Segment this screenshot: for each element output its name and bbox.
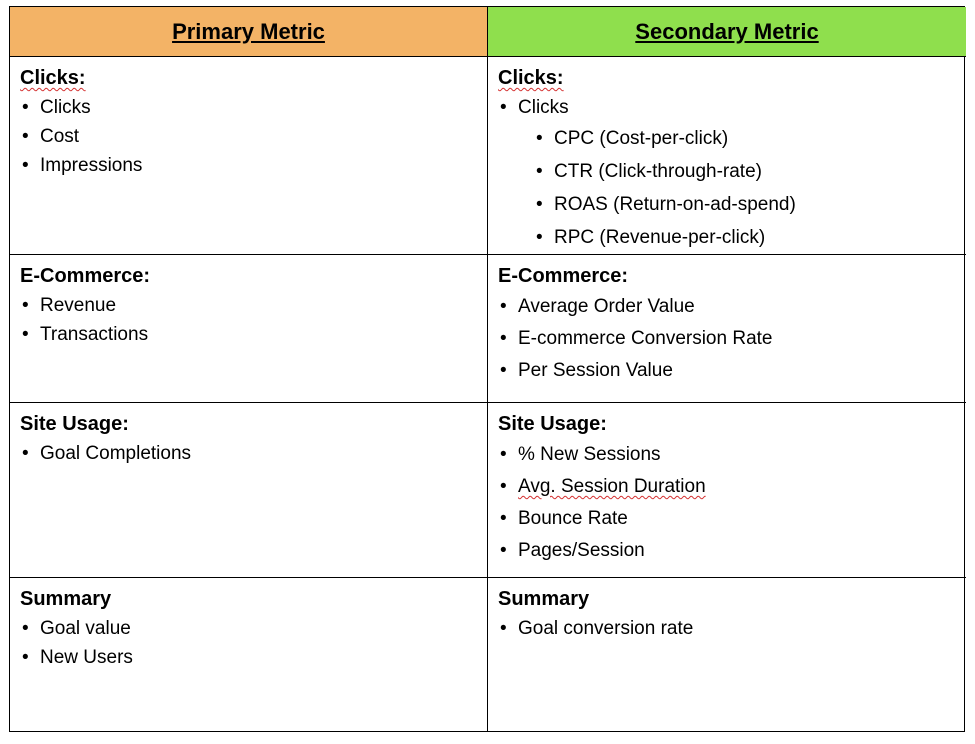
- primary-site-usage-list: [20, 439, 477, 468]
- list-item: [498, 471, 956, 503]
- secondary-clicks-title: [498, 65, 956, 91]
- secondary-site-usage-list: [498, 439, 956, 567]
- list-item: • New Users: [20, 643, 477, 672]
- secondary-ecommerce-cell: [488, 255, 966, 403]
- primary-summary-title: Summary: [20, 588, 112, 610]
- secondary-ecommerce-list: [498, 291, 956, 387]
- list-item: • Pages/Session: [498, 535, 956, 567]
- sub-list-item: • CTR (Click-through-rate): [534, 155, 956, 188]
- list-item: • Goal value: [20, 614, 477, 643]
- list-item: • Goal Completions: [20, 439, 477, 468]
- list-item: • Impressions: [20, 151, 477, 180]
- primary-clicks-title: [20, 65, 477, 91]
- primary-clicks-list: [20, 93, 477, 180]
- list-item: • Revenue: [20, 291, 477, 320]
- list-item: • Average Order Value: [498, 291, 956, 323]
- secondary-clicks-cell: [488, 57, 966, 255]
- primary-summary-cell: [10, 578, 488, 731]
- primary-clicks-cell: [10, 57, 488, 255]
- secondary-site-usage-title: Site Usage:: [498, 413, 607, 435]
- secondary-site-usage-cell: [488, 403, 966, 578]
- primary-ecommerce-list: [20, 291, 477, 349]
- list-item: • Goal conversion rate: [498, 614, 956, 643]
- primary-ecommerce-cell: [10, 255, 488, 403]
- secondary-clicks-sublist: [498, 122, 956, 254]
- list-item: • Clicks: [498, 93, 956, 122]
- metrics-table: [9, 6, 965, 732]
- primary-ecommerce-title: E-Commerce:: [20, 265, 151, 287]
- list-item: • % New Sessions: [498, 439, 956, 471]
- list-item: • E-commerce Conversion Rate: [498, 323, 956, 355]
- primary-clicks-title-text: Clicks:: [20, 67, 86, 89]
- primary-summary-list: [20, 614, 477, 672]
- primary-metric-header-label: Primary Metric: [172, 18, 325, 44]
- secondary-ecommerce-title: E-Commerce:: [498, 265, 629, 287]
- avg-session-duration-text: Avg. Session Duration: [518, 476, 706, 497]
- sub-list-item: • CPC (Cost-per-click): [534, 122, 956, 155]
- secondary-summary-cell: [488, 578, 966, 731]
- secondary-summary-list: [498, 614, 956, 643]
- list-item: • Bounce Rate: [498, 503, 956, 535]
- secondary-metric-header: [488, 7, 966, 57]
- sub-list-item: • ROAS (Return-on-ad-spend): [534, 188, 956, 221]
- secondary-metric-header-label: Secondary Metric: [635, 18, 819, 44]
- list-item: • Per Session Value: [498, 355, 956, 387]
- secondary-clicks-title-text: Clicks:: [498, 67, 564, 89]
- secondary-summary-title: Summary: [498, 588, 590, 610]
- secondary-clicks-list: [498, 93, 956, 122]
- list-item: • Cost: [20, 122, 477, 151]
- list-item: • Transactions: [20, 320, 477, 349]
- list-item: • Clicks: [20, 93, 477, 122]
- primary-metric-header: [10, 7, 488, 57]
- primary-site-usage-cell: [10, 403, 488, 578]
- sub-list-item: • RPC (Revenue-per-click): [534, 221, 956, 254]
- primary-site-usage-title: Site Usage:: [20, 413, 129, 435]
